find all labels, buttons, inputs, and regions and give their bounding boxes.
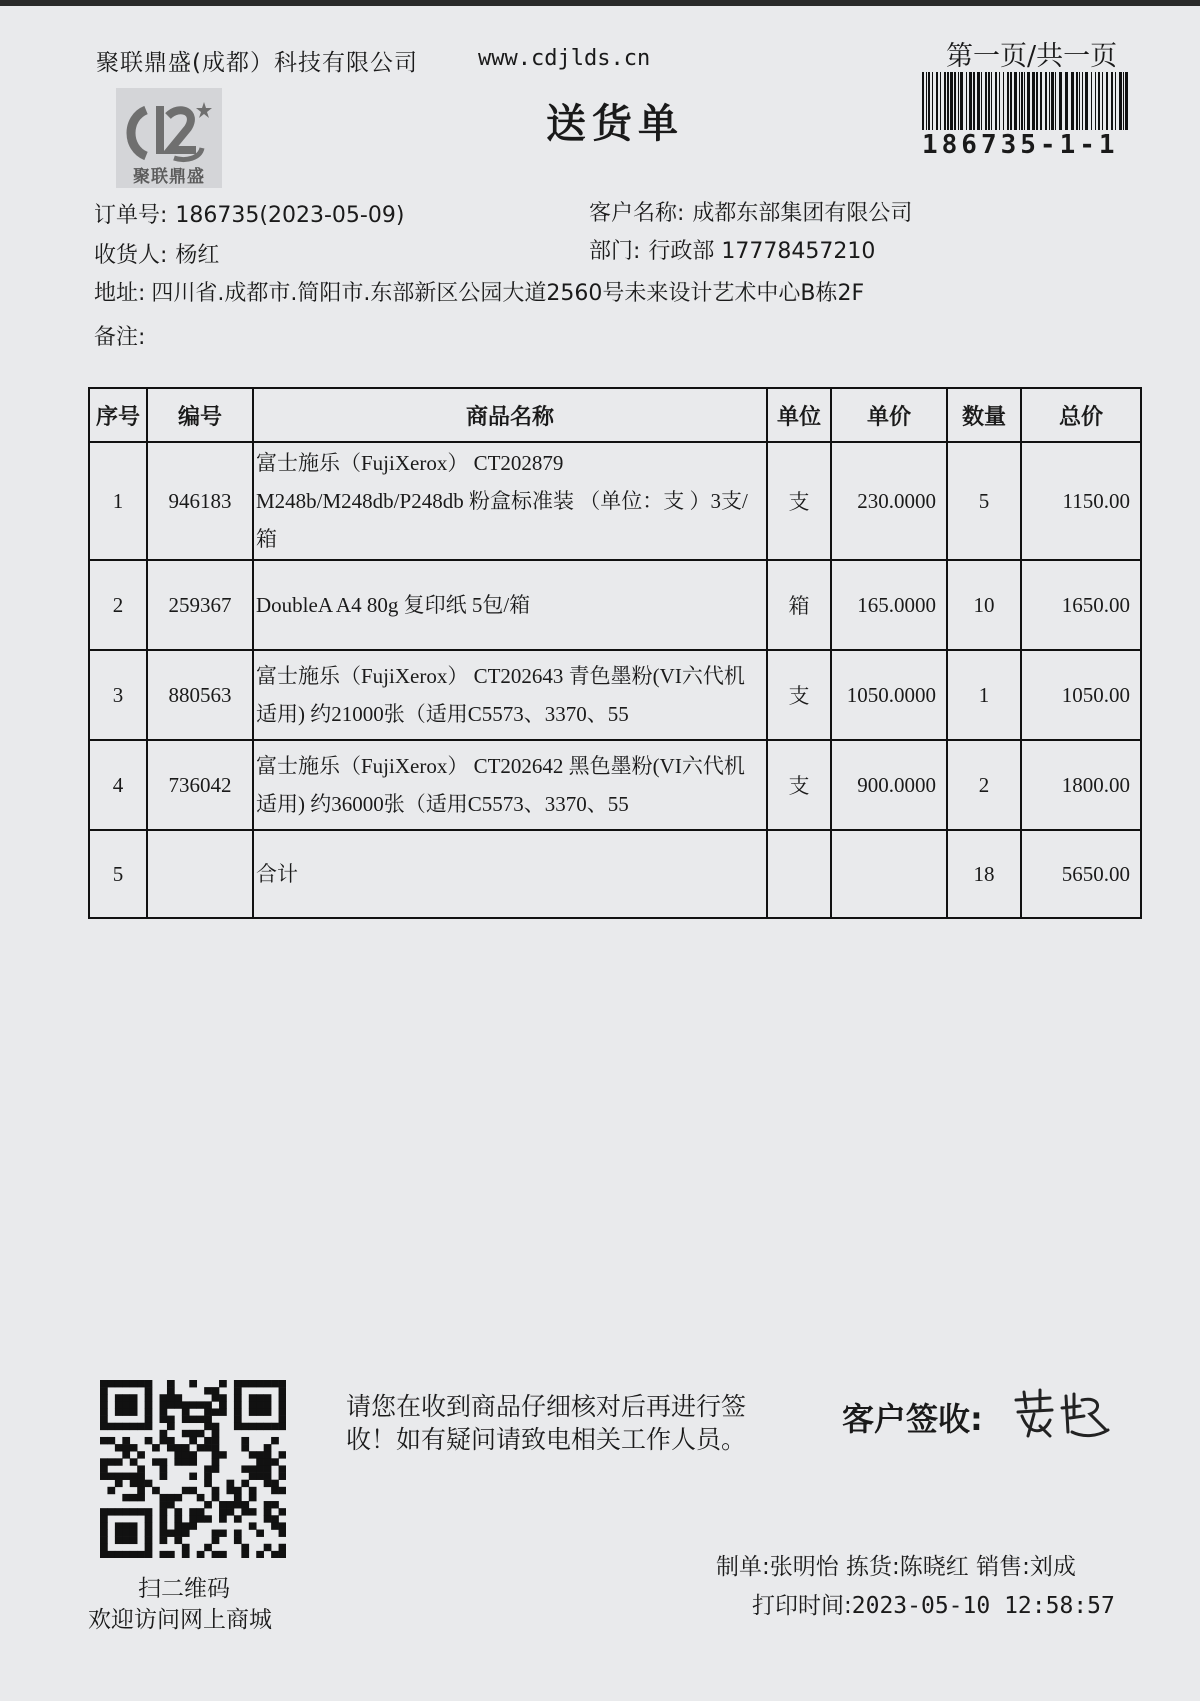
col-seq: 序号 <box>89 388 147 442</box>
address-label: 地址: <box>94 281 146 306</box>
cell-total: 1150.00 <box>1021 442 1141 560</box>
summary-code <box>147 830 253 918</box>
website-url: www.cdjlds.cn <box>478 46 651 71</box>
customer-signature <box>1010 1386 1110 1438</box>
summary-unit <box>767 830 831 918</box>
department-value: 行政部 17778457210 <box>648 239 876 264</box>
summary-seq: 5 <box>89 830 147 918</box>
document-title: 送货单 <box>546 100 684 147</box>
summary-price <box>831 830 947 918</box>
print-time: 2023-05-10 12:58:57 <box>851 1593 1115 1619</box>
col-total: 总价 <box>1021 388 1141 442</box>
cell-unit: 支 <box>767 442 831 560</box>
cell-code: 736042 <box>147 740 253 830</box>
col-code: 编号 <box>147 388 253 442</box>
table-row <box>89 560 1141 650</box>
check-notice: 请您在收到商品仔细核对后再进行签收！如有疑问请致电相关工作人员。 <box>346 1392 747 1454</box>
cell-name: 富士施乐（FujiXerox） CT202643 青色墨粉(VI六代机适用) 约21000张（适用C5573、3370、55 <box>253 650 767 740</box>
receiver-row <box>94 238 219 269</box>
cell-qty: 2 <box>947 740 1021 830</box>
cell-code: 880563 <box>147 650 253 740</box>
cell-name: DoubleA A4 80g 复印纸 5包/箱 <box>253 560 767 650</box>
cell-name: 富士施乐（FujiXerox） CT202879 M248b/M248db/P248db 粉盒标准装 （单位：支 ）3支/箱 <box>253 442 767 560</box>
cell-code: 259367 <box>147 560 253 650</box>
cell-qty: 5 <box>947 442 1021 560</box>
remark-label: 备注: <box>94 325 146 350</box>
col-price: 单价 <box>831 388 947 442</box>
col-name: 商品名称 <box>253 388 767 442</box>
col-unit: 单位 <box>767 388 831 442</box>
cell-unit: 箱 <box>767 560 831 650</box>
cell-qty: 1 <box>947 650 1021 740</box>
receiver-name: 杨红 <box>175 243 220 268</box>
cell-seq: 3 <box>89 650 147 740</box>
cell-total: 1800.00 <box>1021 740 1141 830</box>
summary-row <box>89 830 1141 918</box>
sign-label: 客户签收: <box>842 1400 983 1438</box>
qr-caption-mall: 欢迎访问网上商城 <box>88 1607 272 1633</box>
cell-price: 900.0000 <box>831 740 947 830</box>
col-qty: 数量 <box>947 388 1021 442</box>
print-time-row <box>752 1587 1115 1620</box>
cell-name: 富士施乐（FujiXerox） CT202642 黑色墨粉(VI六代机适用) 约36000张（适用C5573、3370、55 <box>253 740 767 830</box>
order-no: 186735(2023-05-09) <box>175 203 405 228</box>
customer-label: 客户名称: <box>589 201 685 226</box>
order-no-label: 订单号: <box>94 203 168 228</box>
cell-price: 165.0000 <box>831 560 947 650</box>
barcode-number: 186735-1-1 <box>922 130 1119 160</box>
company-logo <box>116 88 222 188</box>
remark-row <box>94 320 153 351</box>
qr-code-icon <box>100 1380 286 1558</box>
cell-price: 1050.0000 <box>831 650 947 740</box>
cell-seq: 1 <box>89 442 147 560</box>
cell-qty: 10 <box>947 560 1021 650</box>
cell-unit: 支 <box>767 650 831 740</box>
print-time-label: 打印时间: <box>752 1593 852 1619</box>
handwritten-signature-icon <box>1010 1386 1110 1438</box>
items-table <box>88 387 1142 919</box>
table-header-row <box>89 388 1141 442</box>
summary-label: 合计 <box>253 830 767 918</box>
table-row <box>89 650 1141 740</box>
qr-caption-scan: 扫二维码 <box>138 1576 230 1602</box>
staff-line: 制单:张明怡 拣货:陈晓红 销售:刘成 <box>716 1554 1076 1580</box>
department-label: 部门: <box>589 239 641 264</box>
cell-price: 230.0000 <box>831 442 947 560</box>
cell-seq: 2 <box>89 560 147 650</box>
table-row <box>89 740 1141 830</box>
order-no-row <box>94 198 404 229</box>
barcode-icon <box>920 72 1134 130</box>
cell-total: 1050.00 <box>1021 650 1141 740</box>
customer-name: 成都东部集团有限公司 <box>692 201 913 226</box>
address-value: 四川省.成都市.简阳市.东部新区公园大道2560号未来设计艺术中心B栋2F <box>151 281 865 306</box>
scan-top-edge <box>0 0 1200 6</box>
department-row <box>589 234 875 265</box>
company-name: 聚联鼎盛(成都）科技有限公司 <box>96 50 418 76</box>
summary-qty: 18 <box>947 830 1021 918</box>
cell-seq: 4 <box>89 740 147 830</box>
cell-code: 946183 <box>147 442 253 560</box>
receiver-label: 收货人: <box>94 243 168 268</box>
summary-total: 5650.00 <box>1021 830 1141 918</box>
page-info: 第一页/共一页 <box>946 41 1118 72</box>
cell-unit: 支 <box>767 740 831 830</box>
logo-text: 聚联鼎盛 <box>133 167 205 187</box>
address-row <box>94 276 864 307</box>
cell-total: 1650.00 <box>1021 560 1141 650</box>
customer-row <box>589 196 912 227</box>
table-row <box>89 442 1141 560</box>
